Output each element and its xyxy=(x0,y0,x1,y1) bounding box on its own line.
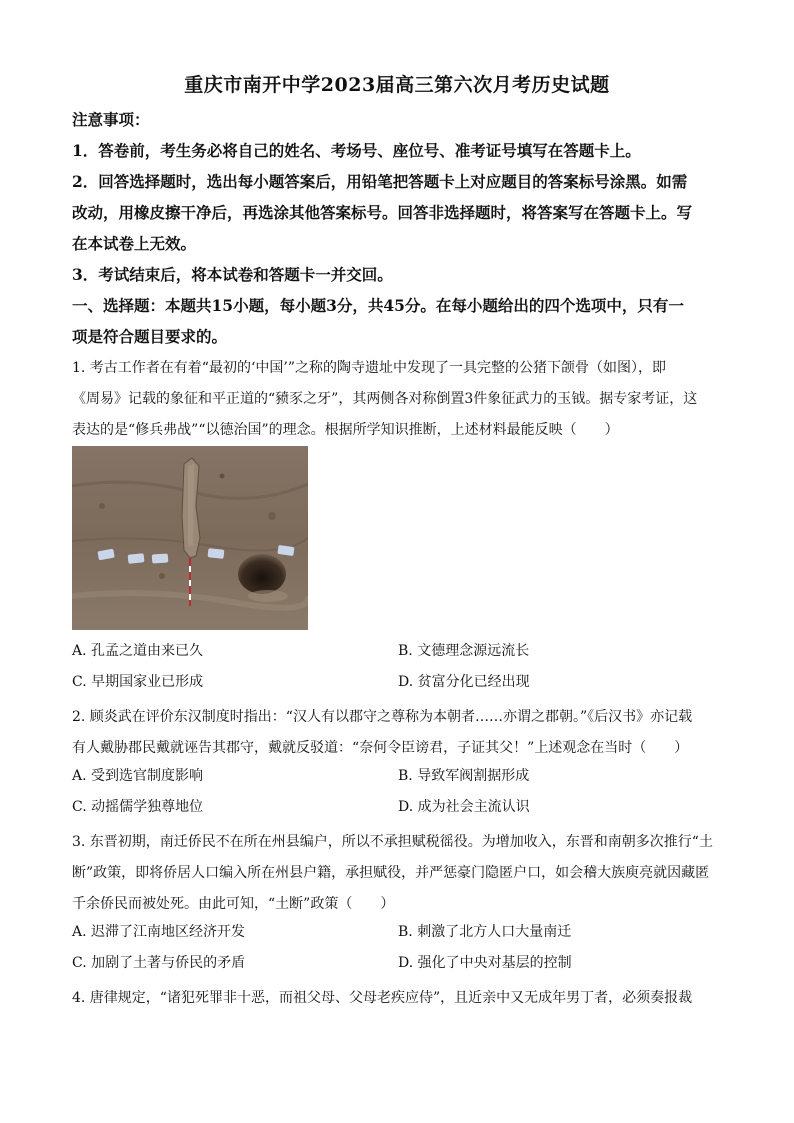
q2-option-b: B. 导致军阀割据形成 xyxy=(398,768,530,784)
question-3-stem: 3. 东晋初期，南迁侨民不在所在州县编户，所以不承担赋税徭役。为增加收入，东晋和南朝多次推行“土 断”政策，即将侨居人口编入所在州县户籍，承担赋役，并严惩豪门隐匿户口，如会稽大族庾亮就因藏匿 千余侨民而被处死。由此可知，“土断”政策（ ） xyxy=(72,834,713,912)
page-title: 重庆市南开中学2023届高三第六次月考历史试题 xyxy=(184,74,610,96)
question-4-stem: 4. 唐律规定，“诸犯死罪非十恶，而祖父母、父母老疾应侍”，且近亲中又无成年男丁者，必须奏报裁 xyxy=(72,990,693,1006)
archaeological-site-photo xyxy=(72,446,308,630)
q1-option-a: A. 孔孟之道由来已久 xyxy=(72,643,204,659)
q3-option-d: D. 强化了中央对基层的控制 xyxy=(398,955,572,971)
q1-option-b: B. 文德理念源远流长 xyxy=(398,643,530,659)
q2-option-d: D. 成为社会主流认识 xyxy=(398,799,530,815)
q1-option-d: D. 贫富分化已经出现 xyxy=(398,674,530,690)
section-heading: 一、选择题：本题共15小题，每小题3分，共45分。在每小题给出的四个选项中，只有一 项是符合题目要求的。 xyxy=(72,296,684,346)
q3-option-c: C. 加剧了土著与侨民的矛盾 xyxy=(72,955,246,971)
q2-option-a: A. 受到选官制度影响 xyxy=(72,768,204,784)
notice-item-1: 1．答卷前，考生务必将自己的姓名、考场号、座位号、准考证号填写在答题卡上。 xyxy=(72,141,641,160)
notice-item-2: 2．回答选择题时，选出每小题答案后，用铅笔把答题卡上对应题目的答案标号涂黑。如需 改动，用橡皮擦干净后，再选涂其他答案标号。回答非选择题时，将答案写在答题卡上。写 在本试卷上无效。 xyxy=(72,172,693,253)
q3-option-a: A. 迟滞了江南地区经济开发 xyxy=(72,924,246,940)
question-1-stem: 1. 考古工作者在有着“最初的‘中国’”之称的陶寺遗址中发现了一具完整的公猪下颌骨（如图），即 《周易》记载的象征和平正道的“豮豕之牙”，其两侧各对称倒置3件象征武力的玉钺。据专家考证，这 表达的是“修兵弗战”“以德治国”的理念。根据所学知识推断，上述材料最能反映（ ） xyxy=(72,360,698,438)
q3-option-b: B. 刺激了北方人口大量南迁 xyxy=(398,924,572,940)
notice-item-3: 3．考试结束后，将本试卷和答题卡一并交回。 xyxy=(72,265,393,284)
q1-option-c: C. 早期国家业已形成 xyxy=(72,674,204,690)
question-2-stem: 2. 顾炎武在评价东汉制度时指出：“汉人有以郡守之尊称为本朝者……亦谓之郡朝。”《后汉书》亦记载 有人戴胁郡民戴就诬告其郡守，戴就反驳道：“奈何令臣谤君，子证其父！”上述观念在当时（ ） xyxy=(72,709,693,756)
q2-option-c: C. 动摇儒学独尊地位 xyxy=(72,799,204,815)
notice-heading: 注意事项： xyxy=(72,110,150,129)
